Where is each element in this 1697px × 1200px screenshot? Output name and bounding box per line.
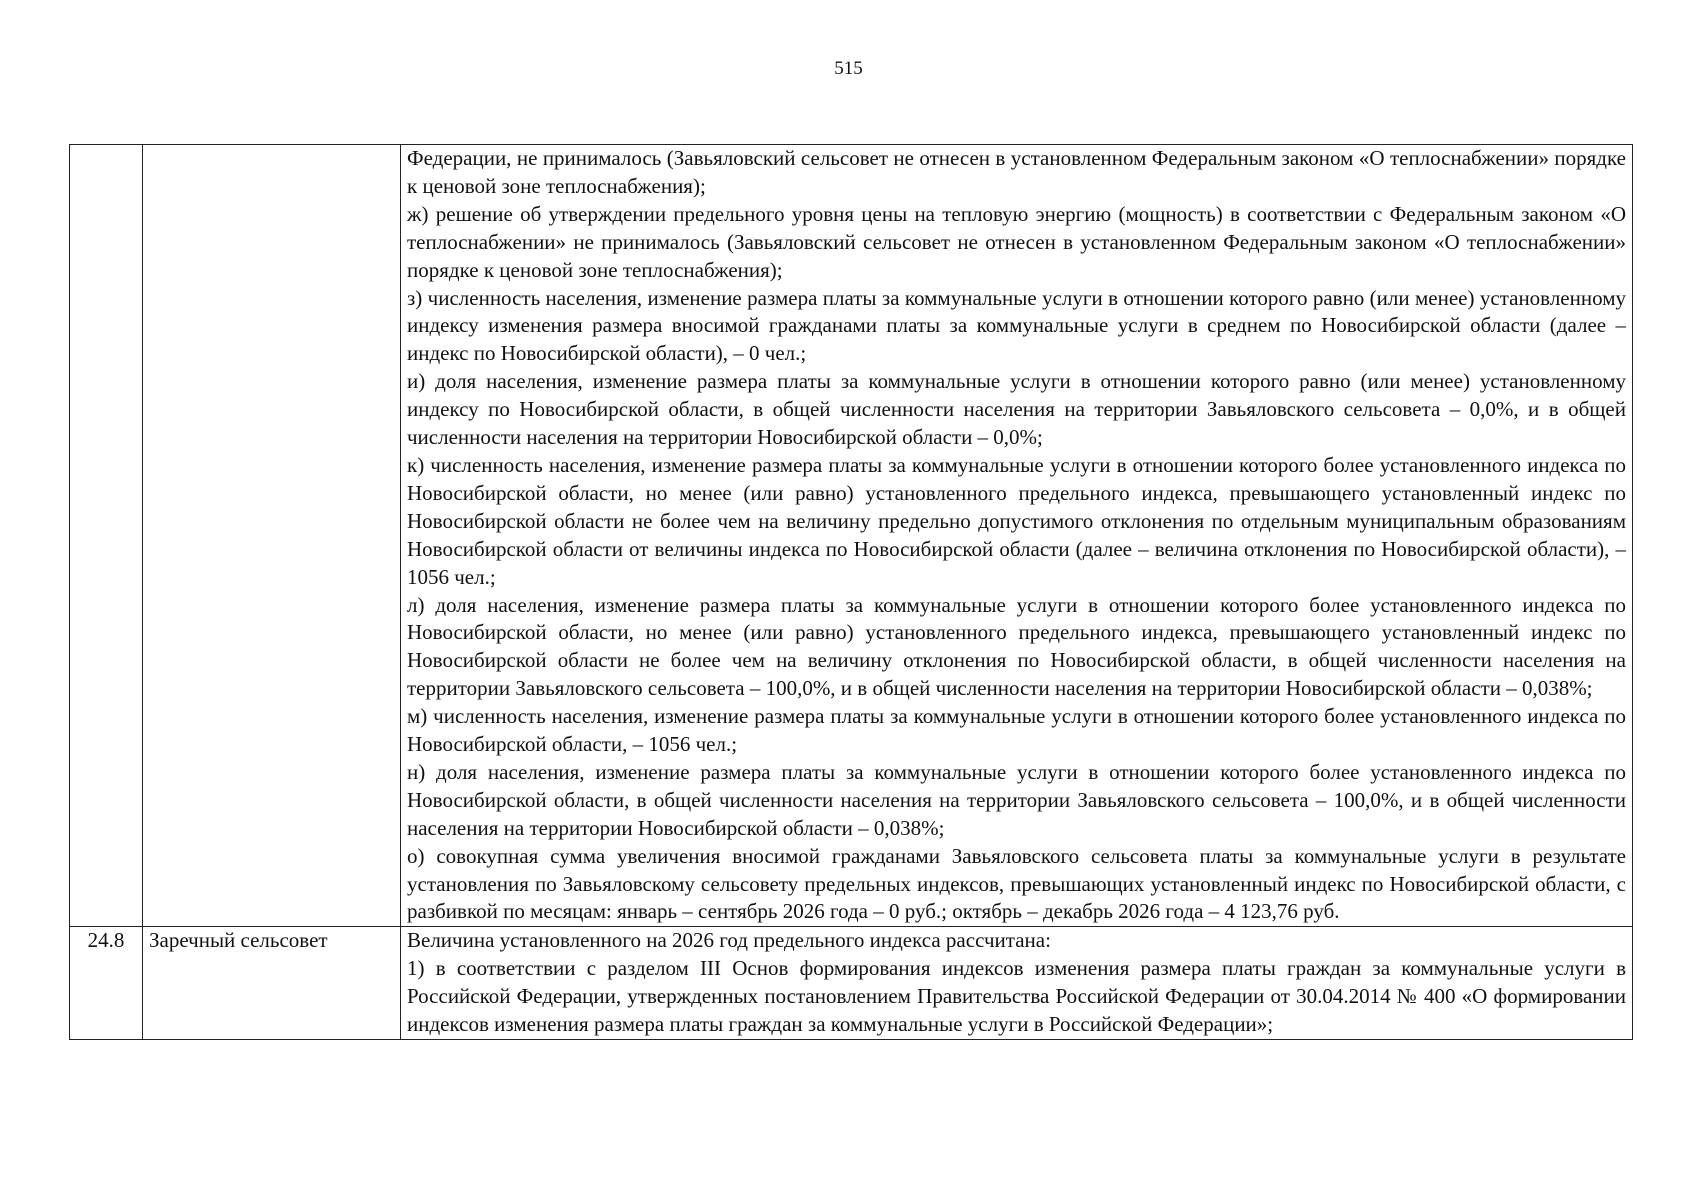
paragraph: ж) решение об утверждении предельного уровня цены на тепловую энергию (мощность) в соответствии с Федеральным законом «О теплоснабжении» не принималось (Завьяловский сельсовет не отнесен в установленном Федеральным законом «О теплоснабжении» порядке к ценовой зоне теплоснабжения); bbox=[407, 201, 1626, 282]
paragraph: Федерации, не принималось (Завьяловский сельсовет не отнесен в установленном Федеральным законом «О теплоснабжении» порядке к ценовой зоне теплоснабжения); bbox=[407, 146, 1626, 198]
row-number-cell bbox=[70, 145, 143, 927]
paragraph: Величина установленного на 2026 год предельного индекса рассчитана: bbox=[407, 928, 1051, 953]
table-row bbox=[70, 927, 1633, 1040]
paragraph: 1) в соответствии с разделом III Основ формирования индексов изменения размера платы граждан за коммунальные услуги в Российской Федерации, утвержденных постановлением Правительства Российской Федерации от 30.04.2014 № 400 «О формировании индексов изменения размера платы граждан за коммунальные услуги в Российской Федерации»; bbox=[407, 956, 1626, 1037]
indices-table bbox=[69, 144, 1633, 1040]
paragraph: и) доля населения, изменение размера платы за коммунальные услуги в отношении которого равно (или менее) установленному индексу по Новосибирской области, в общей численности населения на территории Завьяловского сельсовета – 0,0%, и в общей численности населения на территории Новосибирской области – 0,0%; bbox=[407, 369, 1626, 450]
paragraph: з) численность населения, изменение размера платы за коммунальные услуги в отношении которого равно (или менее) установленному индексу изменения размера вносимой гражданами платы за коммунальные услуги в среднем по Новосибирской области (далее – индекс по Новосибирской области), – 0 чел.; bbox=[407, 285, 1626, 366]
municipality-name-cell bbox=[143, 145, 401, 927]
paragraph: к) численность населения, изменение размера платы за коммунальные услуги в отношении которого более установленного индекса по Новосибирской области, но менее (или равно) установленного предельного индекса, превышающего установленный индекс по Новосибирской области не более чем на величину предельно допустимого отклонения по отдельным муниципальным образованиям Новосибирской области от величины индекса по Новосибирской области (далее – величина отклонения по Новосибирской области), – 1056 чел.; bbox=[407, 452, 1626, 589]
paragraph: л) доля населения, изменение размера платы за коммунальные услуги в отношении которого более установленного индекса по Новосибирской области, но менее (или равно) установленного предельного индекса, превышающего установленный индекс по Новосибирской области не более чем на величину отклонения по Новосибирской области, в общей численности населения на территории Завьяловского сельсовета – 100,0%, и в общей численности населения на территории Новосибирской области – 0,038%; bbox=[407, 592, 1626, 701]
paragraph: о) совокупная сумма увеличения вносимой гражданами Завьяловского сельсовета платы за коммунальные услуги в результате установления по Завьяловскому сельсовету предельных индексов, превышающих установленный индекс по Новосибирской области, с разбивкой по месяцам: январь – сентябрь 2026 года – 0 руб.; октябрь – декабрь 2026 года – 4 123,76 руб. bbox=[407, 843, 1626, 924]
row-number-cell: 24.8 bbox=[70, 927, 143, 1040]
description-cell bbox=[401, 927, 1633, 1040]
paragraph: н) доля населения, изменение размера платы за коммунальные услуги в отношении которого более установленного индекса по Новосибирской области, в общей численности населения на территории Завьяловского сельсовета – 100,0%, и в общей численности населения на территории Новосибирской области – 0,038%; bbox=[407, 759, 1626, 840]
description-cell bbox=[401, 145, 1633, 927]
paragraph: м) численность населения, изменение размера платы за коммунальные услуги в отношении которого более установленного индекса по Новосибирской области, – 1056 чел.; bbox=[407, 704, 1626, 757]
page-number: 515 bbox=[834, 58, 863, 79]
municipality-name-cell: Заречный сельсовет bbox=[143, 927, 401, 1040]
table-row bbox=[70, 145, 1633, 927]
